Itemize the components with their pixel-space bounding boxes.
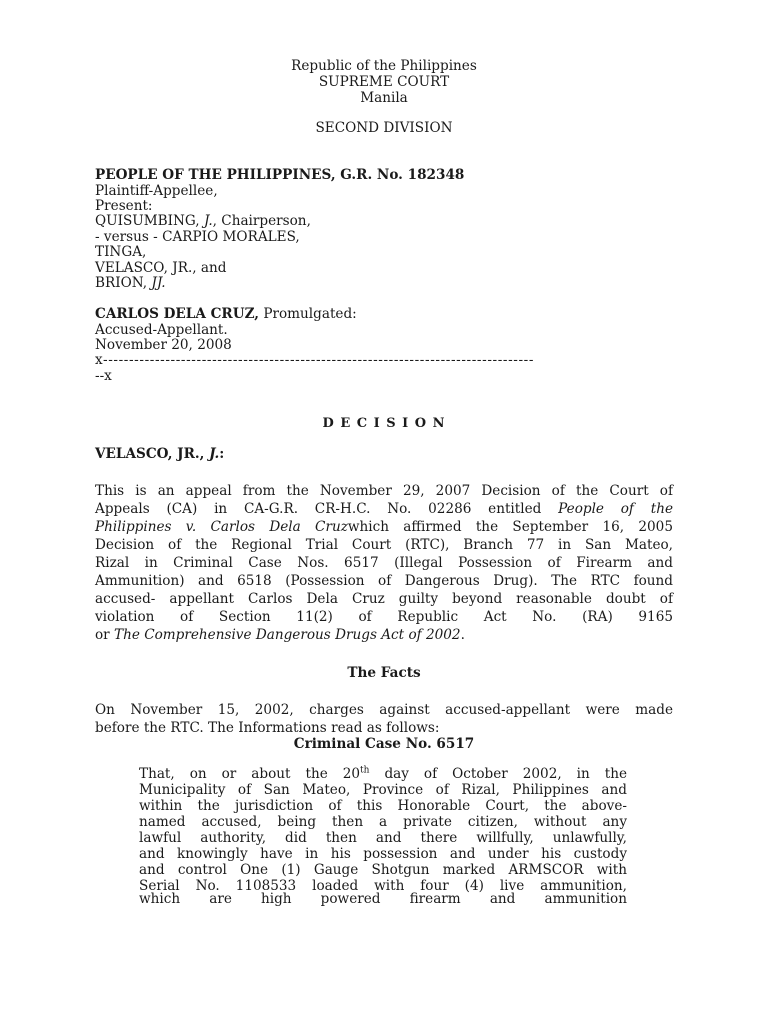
promulgation-date: November 20, 2008 bbox=[95, 337, 232, 353]
quote-line-2: Municipality of San Mateo, Province of Rizal, Philippines and bbox=[139, 782, 627, 798]
promulgated-label: Promulgated: bbox=[259, 306, 357, 322]
decision-heading: D E C I S I O N bbox=[322, 416, 446, 431]
accused-line bbox=[95, 306, 357, 323]
case-heading: Criminal Case No. 6517 bbox=[293, 736, 475, 752]
para1-l9-or: or bbox=[95, 627, 115, 643]
quisumbing-name: QUISUMBING, bbox=[95, 213, 204, 229]
tinga-line: TINGA, bbox=[95, 244, 147, 260]
quisumbing-line bbox=[95, 213, 311, 230]
quote-l1-a: That, on or about the 20 bbox=[139, 766, 361, 782]
para1-line-8: violation of Section 11(2) of Republic Act No. (RA) 9165 bbox=[95, 609, 673, 625]
para1-line-7: accused- appellant Carlos Dela Cruz guilty beyond reasonable doubt of bbox=[95, 591, 673, 607]
para1-line-1: This is an appeal from the November 29, 2007 Decision of the Court of bbox=[95, 483, 673, 499]
caption-parties: PEOPLE OF THE PHILIPPINES, G.R. No. 182348 bbox=[95, 167, 465, 183]
republic-line: Republic of the Philippines bbox=[291, 58, 477, 74]
para1-line-6: Ammunition) and 6518 (Possession of Dangerous Drug). The RTC found bbox=[95, 573, 673, 589]
quisumbing-role: , Chairperson, bbox=[212, 213, 311, 229]
para1-l2-case: People of the bbox=[558, 501, 673, 517]
brion-line bbox=[95, 275, 166, 292]
quote-line-7: and control One (1) Gauge Shotgun marked ARMSCOR with bbox=[139, 862, 627, 878]
brion-jj: JJ. bbox=[151, 275, 166, 291]
separator-line: x----------------------------------------------------------------------------------- bbox=[95, 352, 535, 368]
quote-line-9: which are high powered firearm and ammunition bbox=[139, 891, 627, 907]
ponente-j: J. bbox=[209, 446, 220, 462]
quote-line-6: and knowingly have in his possession and under his custody bbox=[139, 846, 627, 862]
para2-line-1: On November 15, 2002, charges against accused-appellant were made bbox=[95, 702, 673, 718]
quote-line-1 bbox=[139, 766, 627, 783]
quote-line-4: named accused, being then a private citizen, without any bbox=[139, 814, 627, 830]
para2-line-2: before the RTC. The Informations read as follows: bbox=[95, 720, 440, 736]
plaintiff-role: Plaintiff-Appellee, bbox=[95, 183, 218, 199]
court-line: SUPREME COURT bbox=[318, 74, 450, 90]
ponente-name: VELASCO, JR., bbox=[95, 446, 210, 462]
para1-line-3 bbox=[95, 519, 673, 536]
quote-line-5: lawful authority, did then and there willfully, unlawfully, bbox=[139, 830, 627, 846]
para1-l9-end: . bbox=[460, 627, 465, 643]
accused-name: CARLOS DELA CRUZ, bbox=[95, 306, 259, 322]
ponente-line bbox=[95, 446, 224, 463]
quote-l1-sup: th bbox=[360, 765, 370, 776]
para1-l2-text: Appeals (CA) in CA-G.R. CR-H.C. No. 02286 entitled bbox=[95, 501, 559, 517]
separator-end: --x bbox=[95, 368, 112, 384]
para1-line-5: Rizal in Criminal Case Nos. 6517 (Illegal Possession of Firearm and bbox=[95, 555, 673, 571]
facts-heading: The Facts bbox=[347, 665, 421, 681]
para1-line-2 bbox=[95, 501, 673, 518]
accused-role: Accused-Appellant. bbox=[95, 322, 228, 338]
quote-l1-b: day of October 2002, in the bbox=[369, 766, 627, 782]
para1-l3-text: which affirmed the September 16, 2005 bbox=[347, 519, 673, 535]
present-label: Present: bbox=[95, 198, 153, 214]
para1-l3-case: Philippines v. Carlos Dela Cruz bbox=[95, 519, 348, 535]
velasco-line: VELASCO, JR., and bbox=[95, 260, 227, 276]
brion-name: BRION, bbox=[95, 275, 152, 291]
quote-line-3: within the jurisdiction of this Honorable Court, the above- bbox=[139, 798, 627, 814]
city-line: Manila bbox=[360, 90, 408, 106]
para1-line-4: Decision of the Regional Trial Court (RTC), Branch 77 in San Mateo, bbox=[95, 537, 673, 553]
ponente-colon: : bbox=[219, 446, 225, 462]
para1-l9-act: The Comprehensive Dangerous Drugs Act of 2002 bbox=[114, 627, 461, 643]
quisumbing-j: J. bbox=[203, 213, 213, 229]
versus-line: - versus - CARPIO MORALES, bbox=[95, 229, 300, 245]
division-line: SECOND DIVISION bbox=[315, 120, 453, 136]
quote-line-8: Serial No. 1108533 loaded with four (4) live ammunition, bbox=[139, 878, 627, 894]
para1-line-9 bbox=[95, 627, 465, 644]
